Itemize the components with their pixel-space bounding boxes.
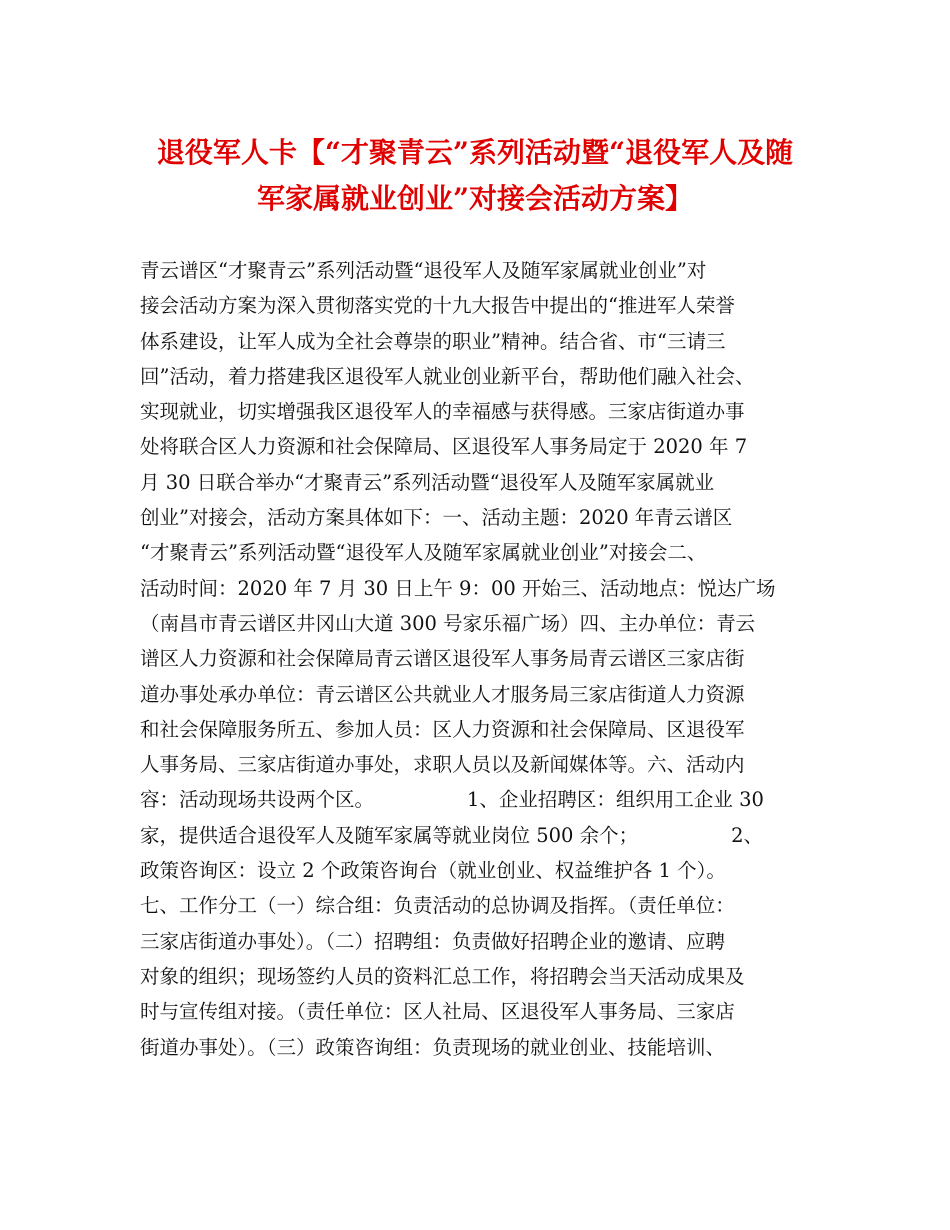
body-line: 道办事处承办单位：青云谱区公共就业人才服务局三家店街道人力资源 (140, 682, 745, 706)
body-line: 活动时间：2020 年 7 月 30 日上午 9：00 开始三、活动地点：悦达广场 (140, 576, 776, 600)
body-line: 创业”对接会，活动方案具体如下：一、活动主题：2020 年青云谱区 (140, 506, 733, 530)
body-line: 回”活动，着力搭建我区退役军人就业创业新平台，帮助他们融入社会、 (140, 364, 755, 388)
body-line: “才聚青云”系列活动暨“退役军人及随军家属就业创业”对接会二、 (140, 541, 707, 565)
body-line: 月 30 日联合举办“才聚青云”系列活动暨“退役军人及随军家属就业 (140, 470, 715, 494)
body-line: 青云谱区“才聚青云”系列活动暨“退役军人及随军家属就业创业”对 (140, 259, 707, 282)
body-line: 人事务局、三家店街道办事处，求职人员以及新闻媒体等。六、活动内 (140, 753, 745, 777)
document-title (120, 130, 830, 222)
body-line: 谱区人力资源和社会保障局青云谱区退役军人事务局青云谱区三家店街 (140, 647, 745, 671)
body-line: 接会活动方案为深入贯彻落实党的十九大报告中提出的“推进军人荣誉 (140, 294, 735, 318)
body-line: 处将联合区人力资源和社会保障局、区退役军人事务局定于 2020 年 7 (140, 435, 748, 459)
body-line: 实现就业，切实增强我区退役军人的幸福感与获得感。三家店街道办事 (140, 400, 745, 424)
body-line: 七、工作分工（一）综合组：负责活动的总协调及指挥。（责任单位： (140, 894, 735, 918)
title-line-1: 退役军人卡【“才聚青云”系列活动暨“退役军人及随 (156, 136, 794, 169)
body-line: 街道办事处）。（三）政策咨询组：负责现场的就业创业、技能培训、 (140, 1035, 726, 1059)
body-line: 容：活动现场共设两个区。 1、企业招聘区：组织用工企业 30 (140, 788, 764, 812)
title-line-2: 军家属就业创业”对接会活动方案】 (256, 182, 694, 215)
body-line: 和社会保障服务所五、参加人员：区人力资源和社会保障局、区退役军 (140, 717, 745, 741)
body-line: 政策咨询区：设立 2 个政策咨询台（就业创业、权益维护各 1 个）。 (140, 859, 726, 883)
document-body (140, 253, 812, 1065)
body-line: 对象的组织；现场签约人员的资料汇总工作，将招聘会当天活动成果及 (140, 964, 745, 988)
body-line: 家，提供适合退役军人及随军家属等就业岗位 500 余个； 2、 (140, 823, 764, 847)
body-line: 时与宣传组对接。（责任单位：区人社局、区退役军人事务局、三家店 (140, 1000, 735, 1024)
body-line: 体系建设，让军人成为全社会尊崇的职业”精神。结合省、市“三请三 (140, 329, 726, 353)
body-line: （南昌市青云谱区井冈山大道 300 号家乐福广场）四、主办单位：青云 (140, 611, 756, 635)
body-line: 三家店街道办事处）。（二）招聘组：负责做好招聘企业的邀请、应聘 (140, 929, 726, 953)
